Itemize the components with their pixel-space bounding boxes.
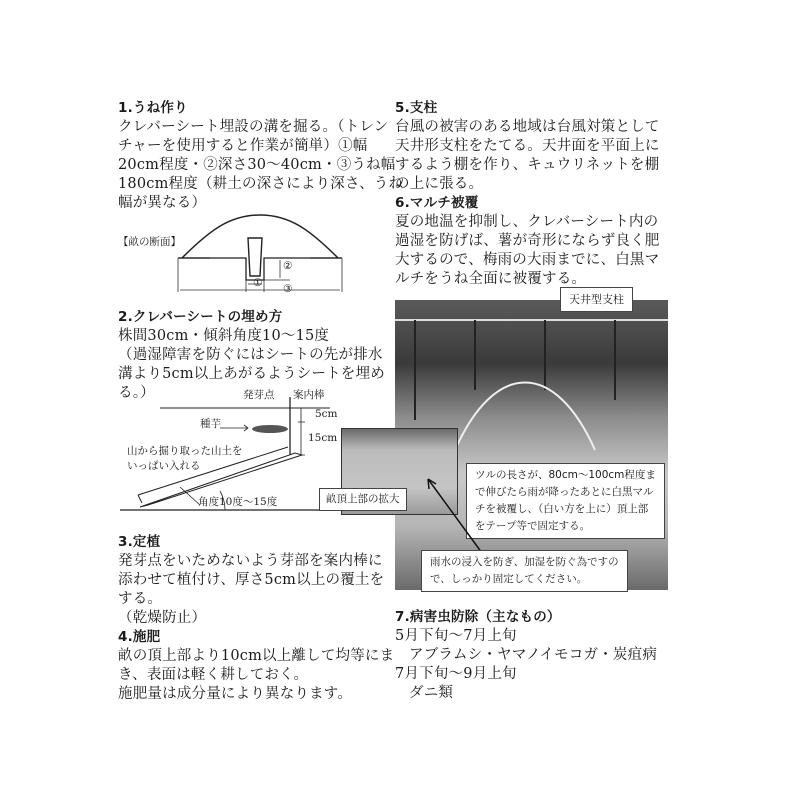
section-5: [395, 99, 660, 289]
dim-2-label: ②: [283, 260, 293, 272]
note-line: ツルの長さが、80cm～100cm程度ま: [475, 469, 656, 481]
heading: 1.うね作り: [118, 100, 188, 116]
text-line: 20cm程度・②深さ30～40cm・③うね幅: [118, 157, 396, 173]
text-line: 発芽点をいためないよう芽部を案内棒に: [118, 553, 383, 569]
note-line: をテープ等で固定する。: [475, 520, 590, 532]
soil-note-line: いっぱい入れる: [127, 460, 201, 472]
sprout-point-label: 発芽点: [243, 389, 275, 401]
dim-3-label: ③: [283, 283, 293, 295]
pillar-callout: 天井型支柱: [560, 287, 633, 312]
depth-15cm-label: 15cm: [308, 432, 338, 444]
pests: アブラムシ・ヤマノイモコガ・炭疽病: [409, 647, 658, 663]
guide-stick-label: 案内棒: [293, 389, 325, 401]
section-7: [395, 608, 657, 703]
depth-5cm-label: 5cm: [315, 408, 338, 420]
note-line: で伸びたら雨が降ったあとに白黒マル: [475, 486, 654, 498]
heading: 2.クレバーシートの埋め方: [118, 309, 283, 325]
text-line: 施肥量は成分量により異なります。: [118, 686, 353, 702]
text-line: 夏の地温を抑制し、クレバーシート内の: [395, 214, 659, 230]
text-line: る。）: [118, 385, 155, 401]
text-line: き、表面は軽く耕しておく。: [118, 667, 309, 683]
text-line: チャーを使用すると作業が簡単）①幅: [118, 138, 368, 154]
text-line: （乾燥防止）: [118, 610, 207, 626]
note-line: 雨水の浸入を防ぎ、加湿を防ぐ為ですの: [430, 556, 619, 568]
text-line: の上に張る。: [395, 176, 484, 192]
text-line: 溝より5cm以上あがるようシートを埋め: [118, 366, 385, 382]
diagram-label: 【畝の断面】: [118, 236, 181, 248]
pests: ダニ類: [409, 685, 454, 701]
seed-tuber-label: 種芋: [200, 418, 221, 430]
text-line: （過湿障害を防ぐにはシートの先が排水: [118, 347, 383, 363]
heading: 6.マルチ被覆: [395, 195, 479, 211]
note-line: で、しっかり固定してください。: [430, 573, 588, 585]
inset-caption: 畝頂上部の拡大: [319, 488, 407, 511]
text-line: クレバーシート埋設の溝を掘る。（トレン: [118, 119, 389, 135]
soil-note-line: 山から掘り取った山土を: [127, 445, 243, 457]
section-3: [118, 533, 394, 704]
text-line: 株間30cm・傾斜角度10～15度: [118, 328, 330, 344]
dim-1-label: ①: [253, 277, 263, 289]
text-line: 台風の被害のある地域は台風対策として: [395, 119, 660, 135]
heading: 5.支柱: [395, 100, 438, 116]
rain-note: [421, 550, 628, 592]
section-1: [118, 99, 403, 213]
period: 7月下旬～9月上旬: [395, 666, 517, 682]
heading: 7.病害虫防除（主なもの）: [395, 609, 561, 625]
text-line: する。: [118, 591, 163, 607]
text-line: 天井形支柱をたてる。天井面を平面上に: [395, 138, 660, 154]
period: 5月下旬～7月上旬: [395, 628, 517, 644]
mulch-note: [466, 463, 665, 539]
heading: 4.施肥: [118, 629, 161, 645]
text-line: 添わせて植付け、厚さ5cm以上の覆土を: [118, 572, 385, 588]
text-line: 180cm程度（耕土の深さにより深さ、うね: [118, 176, 404, 192]
note-line: チを被覆し、（白い方を上に）頂上部: [475, 503, 649, 515]
text-line: 過湿を防げば、薯が奇形にならず良く肥: [395, 233, 660, 249]
soil-note: [127, 444, 243, 474]
text-line: 大するので、梅雨の大雨までに、白黒マ: [395, 252, 660, 268]
text-line: ルチをうね全面に被覆する。: [395, 271, 587, 287]
callout-arrow: [420, 475, 490, 555]
text-line: 幅が異なる）: [118, 195, 207, 211]
text-line: するよう棚を作り、キュウリネットを棚: [395, 157, 660, 173]
text-line: 畝の頂上部より10cm以上離して均等にま: [118, 648, 395, 664]
angle-label: 角度10度～15度: [198, 496, 278, 508]
heading: 3.定植: [118, 534, 161, 550]
